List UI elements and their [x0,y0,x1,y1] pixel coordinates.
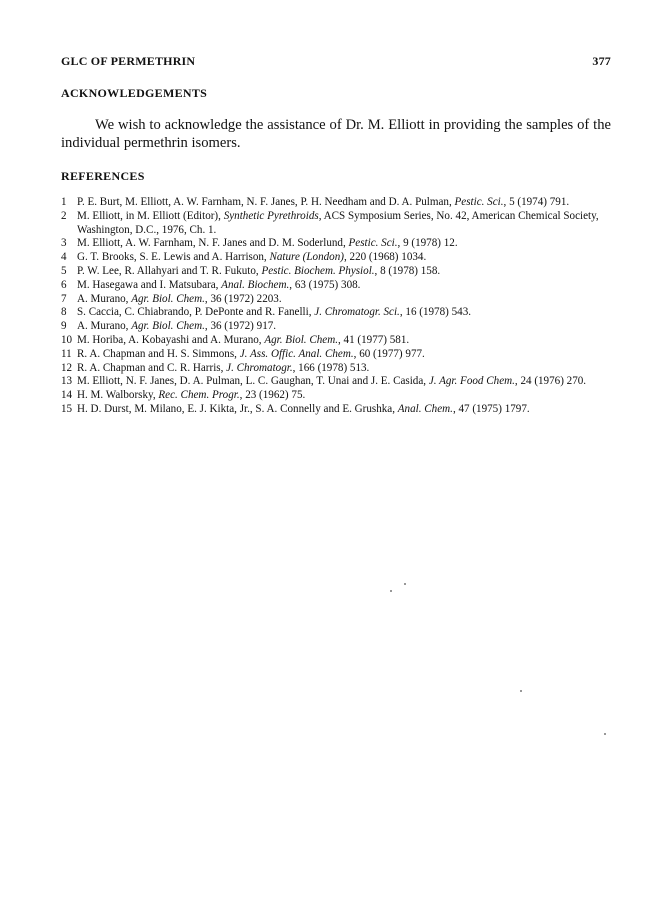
reference-citation: , 24 (1976) 270. [514,375,587,388]
reference-number: 1 [61,196,67,208]
reference-item [61,210,611,238]
reference-journal: Rec. Chem. Progr. [158,389,240,402]
reference-text [77,265,611,279]
reference-number: 15 [61,402,73,415]
reference-number: 6 [61,278,67,291]
reference-journal: J. Chromatogr. Sci. [314,306,400,319]
reference-citation: , ACS Symposium Series, No. 42, American Chemical Society, Washington, D.C., 1976, Ch. 1. [77,209,599,236]
reference-text [77,334,611,348]
reference-authors: P. W. Lee, R. Allahyari and T. R. Fukuto, [77,264,262,277]
reference-item [61,237,611,251]
reference-authors: A. Murano, [77,292,132,305]
reference-citation: , 47 (1975) 1797. [452,402,530,415]
reference-citation: , 16 (1978) 543. [399,306,472,319]
reference-authors: M. Elliott, A. W. Farnham, N. F. Janes and D. M. Soderlund, [77,237,349,250]
scan-speck [604,733,606,735]
reference-number: 10 [61,333,73,346]
reference-authors: M. Hasegawa and I. Matsubara, [77,278,222,291]
scan-speck [404,583,406,585]
reference-citation: , 5 (1974) 791. [503,196,570,208]
page-number: 377 [592,54,611,68]
reference-text [77,375,611,389]
reference-number: 14 [61,389,73,402]
reference-number: 3 [61,237,67,250]
scan-speck [390,590,392,592]
reference-authors: A. Murano, [77,320,132,333]
reference-text [77,196,611,210]
reference-item [61,279,611,293]
reference-text [77,279,611,293]
reference-citation: , 60 (1977) 977. [353,347,425,360]
reference-authors: P. E. Burt, M. Elliott, A. W. Farnham, N. F. Janes, P. H. Needham and D. A. Pulman, [77,196,455,208]
reference-citation: , 8 (1978) 158. [374,264,441,277]
reference-item [61,348,611,362]
reference-number: 7 [61,292,67,305]
reference-citation: , 23 (1962) 75. [239,389,306,402]
reference-authors: H. D. Durst, M. Milano, E. J. Kikta, Jr., S. A. Connelly and E. Grushka, [77,402,398,415]
reference-item [61,265,611,279]
reference-number: 2 [61,209,67,222]
reference-authors: M. Elliott, in M. Elliott (Editor), [77,209,224,222]
reference-authors: M. Horiba, A. Kobayashi and A. Murano, [77,333,265,346]
reference-number: 8 [61,306,67,319]
reference-journal: Pestic. Sci. [454,196,504,208]
reference-citation: , 41 (1977) 581. [338,333,410,346]
reference-number: 12 [61,361,73,374]
reference-citation: , 63 (1975) 308. [289,278,361,291]
reference-item [61,293,611,307]
reference-citation: , 36 (1972) 917. [204,320,277,333]
reference-text [77,403,611,417]
reference-journal: J. Agr. Food Chem. [428,375,515,388]
reference-item [61,196,611,210]
reference-list [61,196,611,417]
reference-journal: Synthetic Pyrethroids [223,209,319,222]
reference-text [77,348,611,362]
reference-journal: Nature (London) [269,251,344,264]
reference-journal: Agr. Biol. Chem. [264,333,338,346]
reference-number: 11 [61,347,72,360]
reference-authors: H. M. Walborsky, [77,389,159,402]
reference-journal: J. Chromatogr. [226,361,293,374]
scan-speck [520,690,522,692]
reference-item [61,389,611,403]
reference-item [61,375,611,389]
reference-item [61,306,611,320]
reference-text [77,389,611,403]
reference-journal: Agr. Biol. Chem. [131,320,205,333]
reference-authors: R. A. Chapman and H. S. Simmons, [77,347,240,360]
reference-number: 13 [61,375,73,388]
reference-text [77,210,611,238]
reference-journal: J. Ass. Offic. Anal. Chem. [239,347,354,360]
reference-authors: S. Caccia, C. Chiabrando, P. DePonte and R. Fanelli, [77,306,315,319]
reference-number: 5 [61,264,67,277]
reference-authors: M. Elliott, N. F. Janes, D. A. Pulman, L. C. Gaughan, T. Unai and J. E. Casida, [77,375,429,388]
reference-citation: , 9 (1978) 12. [397,237,458,250]
reference-citation: , 166 (1978) 513. [292,361,370,374]
reference-citation: , 36 (1972) 2203. [204,292,282,305]
reference-authors: R. A. Chapman and C. R. Harris, [77,361,227,374]
reference-item [61,320,611,334]
reference-item [61,362,611,376]
reference-journal: Anal. Chem. [397,402,453,415]
reference-number: 4 [61,251,67,264]
reference-item [61,251,611,265]
reference-number: 9 [61,320,67,333]
reference-item [61,334,611,348]
reference-text [77,362,611,376]
acknowledgements-heading: ACKNOWLEDGEMENTS [61,86,208,100]
reference-text [77,306,611,320]
reference-text [77,293,611,307]
reference-text [77,237,611,251]
reference-text [77,251,611,265]
reference-item [61,403,611,417]
reference-citation: , 220 (1968) 1034. [343,251,427,264]
running-title: GLC OF PERMETHRIN [61,54,196,68]
acknowledgements-text: We wish to acknowledge the assistance of Dr. M. Elliott in providing the samples of the individual permethrin isomers. [61,117,611,151]
reference-text [77,320,611,334]
reference-journal: Anal. Biochem. [221,278,290,291]
references-heading: REFERENCES [61,169,145,183]
reference-authors: G. T. Brooks, S. E. Lewis and A. Harrison, [77,251,270,264]
reference-journal: Agr. Biol. Chem. [131,292,205,305]
reference-journal: Pestic. Biochem. Physiol. [261,264,375,277]
reference-journal: Pestic. Sci. [348,237,398,250]
running-head [61,54,611,69]
